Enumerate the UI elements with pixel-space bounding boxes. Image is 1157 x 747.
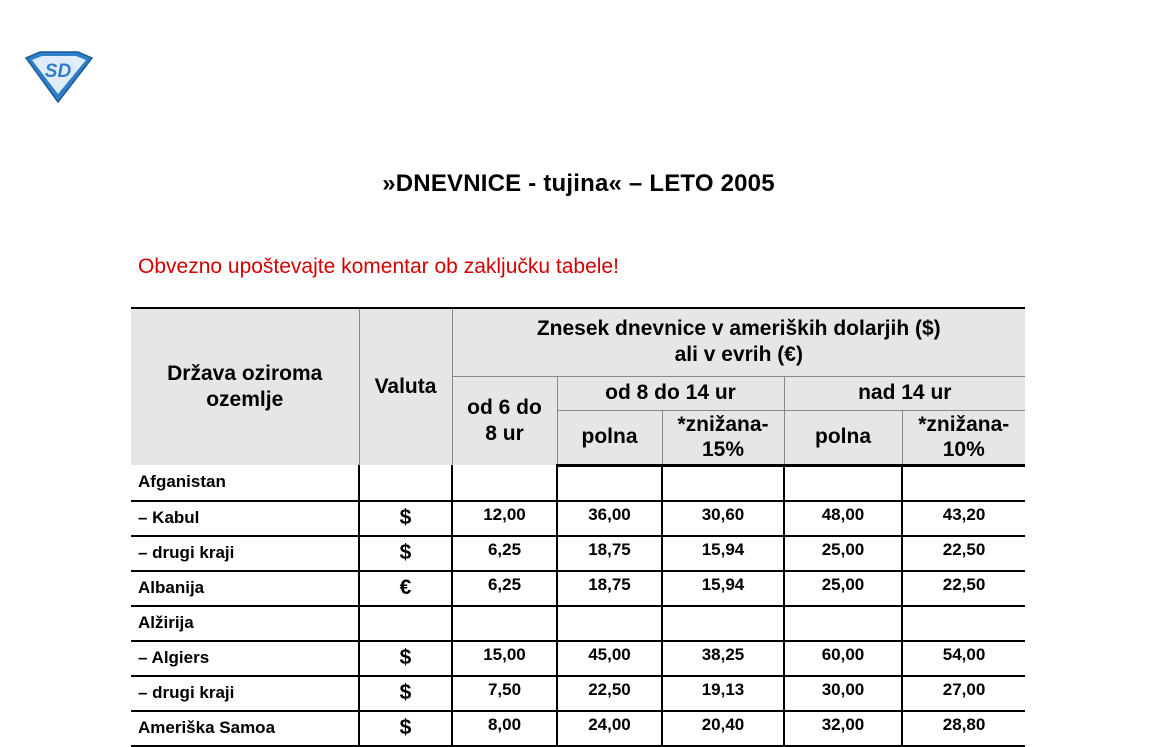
header-14-full: polna [784, 410, 902, 465]
country-name: Albanija [131, 571, 359, 606]
header-14-reduced: *znižana-10% [902, 410, 1025, 465]
rate-8-14-reduced: 19,13 [662, 676, 784, 711]
rate-14-reduced: 27,00 [902, 676, 1025, 711]
header-amount: Znesek dnevnice v ameriških dolarjih ($) ali v evrih (€) [452, 308, 1025, 376]
rate-14-reduced: 22,50 [902, 536, 1025, 571]
rate-14-reduced [902, 606, 1025, 641]
currency-symbol: $ [359, 536, 452, 571]
header-8-14-full: polna [557, 410, 662, 465]
rate-8-14-full: 22,50 [557, 676, 662, 711]
table-row [131, 501, 1025, 536]
rate-8-14-reduced: 15,94 [662, 536, 784, 571]
logo-text: SD [44, 61, 72, 82]
rate-6-8: 12,00 [452, 501, 557, 536]
rate-8-14-reduced: 38,25 [662, 641, 784, 676]
country-name: Ameriška Samoa [131, 711, 359, 746]
company-logo [22, 50, 96, 104]
table-row [131, 606, 1025, 641]
rate-14-reduced: 22,50 [902, 571, 1025, 606]
rate-14-reduced: 54,00 [902, 641, 1025, 676]
rate-14-full: 25,00 [784, 536, 902, 571]
rate-6-8: 8,00 [452, 711, 557, 746]
rate-8-14-reduced [662, 606, 784, 641]
rate-6-8: 6,25 [452, 571, 557, 606]
table-row [131, 711, 1025, 746]
rate-14-reduced [902, 465, 1025, 501]
rate-8-14-reduced [662, 465, 784, 501]
country-name: – drugi kraji [131, 536, 359, 571]
country-name: – Algiers [131, 641, 359, 676]
table-row [131, 676, 1025, 711]
currency-symbol: $ [359, 711, 452, 746]
rate-6-8: 15,00 [452, 641, 557, 676]
rate-8-14-full: 18,75 [557, 536, 662, 571]
warning-notice: Obvezno upoštevajte komentar ob zaključku tabele! [138, 255, 619, 278]
country-name: – drugi kraji [131, 676, 359, 711]
rate-8-14-full: 24,00 [557, 711, 662, 746]
rate-6-8 [452, 606, 557, 641]
rate-14-full: 60,00 [784, 641, 902, 676]
rate-8-14-full: 45,00 [557, 641, 662, 676]
currency-symbol [359, 465, 452, 501]
per-diem-table [131, 307, 1025, 747]
currency-symbol: $ [359, 641, 452, 676]
rate-14-full: 25,00 [784, 571, 902, 606]
rate-14-reduced: 28,80 [902, 711, 1025, 746]
rate-14-full: 32,00 [784, 711, 902, 746]
rate-8-14-reduced: 30,60 [662, 501, 784, 536]
rate-8-14-full [557, 465, 662, 501]
table-row [131, 641, 1025, 676]
currency-symbol [359, 606, 452, 641]
rate-8-14-full [557, 606, 662, 641]
rate-14-full [784, 606, 902, 641]
header-over-14h: nad 14 ur [784, 376, 1025, 410]
rate-8-14-full: 18,75 [557, 571, 662, 606]
rate-8-14-reduced: 15,94 [662, 571, 784, 606]
page-title: »DNEVNICE - tujina« – LETO 2005 [382, 170, 775, 197]
header-country: Država oziroma ozemlje [131, 308, 359, 465]
currency-symbol: $ [359, 676, 452, 711]
table-row [131, 465, 1025, 501]
rate-8-14-full: 36,00 [557, 501, 662, 536]
rate-14-full [784, 465, 902, 501]
header-6-8h: od 6 do 8 ur [452, 376, 557, 465]
header-currency: Valuta [359, 308, 452, 465]
country-name: Afganistan [131, 465, 359, 501]
rate-6-8 [452, 465, 557, 501]
currency-symbol: $ [359, 501, 452, 536]
table-row [131, 536, 1025, 571]
header-8-14h: od 8 do 14 ur [557, 376, 784, 410]
currency-symbol: € [359, 571, 452, 606]
rate-6-8: 7,50 [452, 676, 557, 711]
country-name: Alžirija [131, 606, 359, 641]
table-row [131, 571, 1025, 606]
rate-14-reduced: 43,20 [902, 501, 1025, 536]
rate-14-full: 48,00 [784, 501, 902, 536]
header-8-14-reduced: *znižana-15% [662, 410, 784, 465]
country-name: – Kabul [131, 501, 359, 536]
rate-8-14-reduced: 20,40 [662, 711, 784, 746]
rate-14-full: 30,00 [784, 676, 902, 711]
rate-6-8: 6,25 [452, 536, 557, 571]
